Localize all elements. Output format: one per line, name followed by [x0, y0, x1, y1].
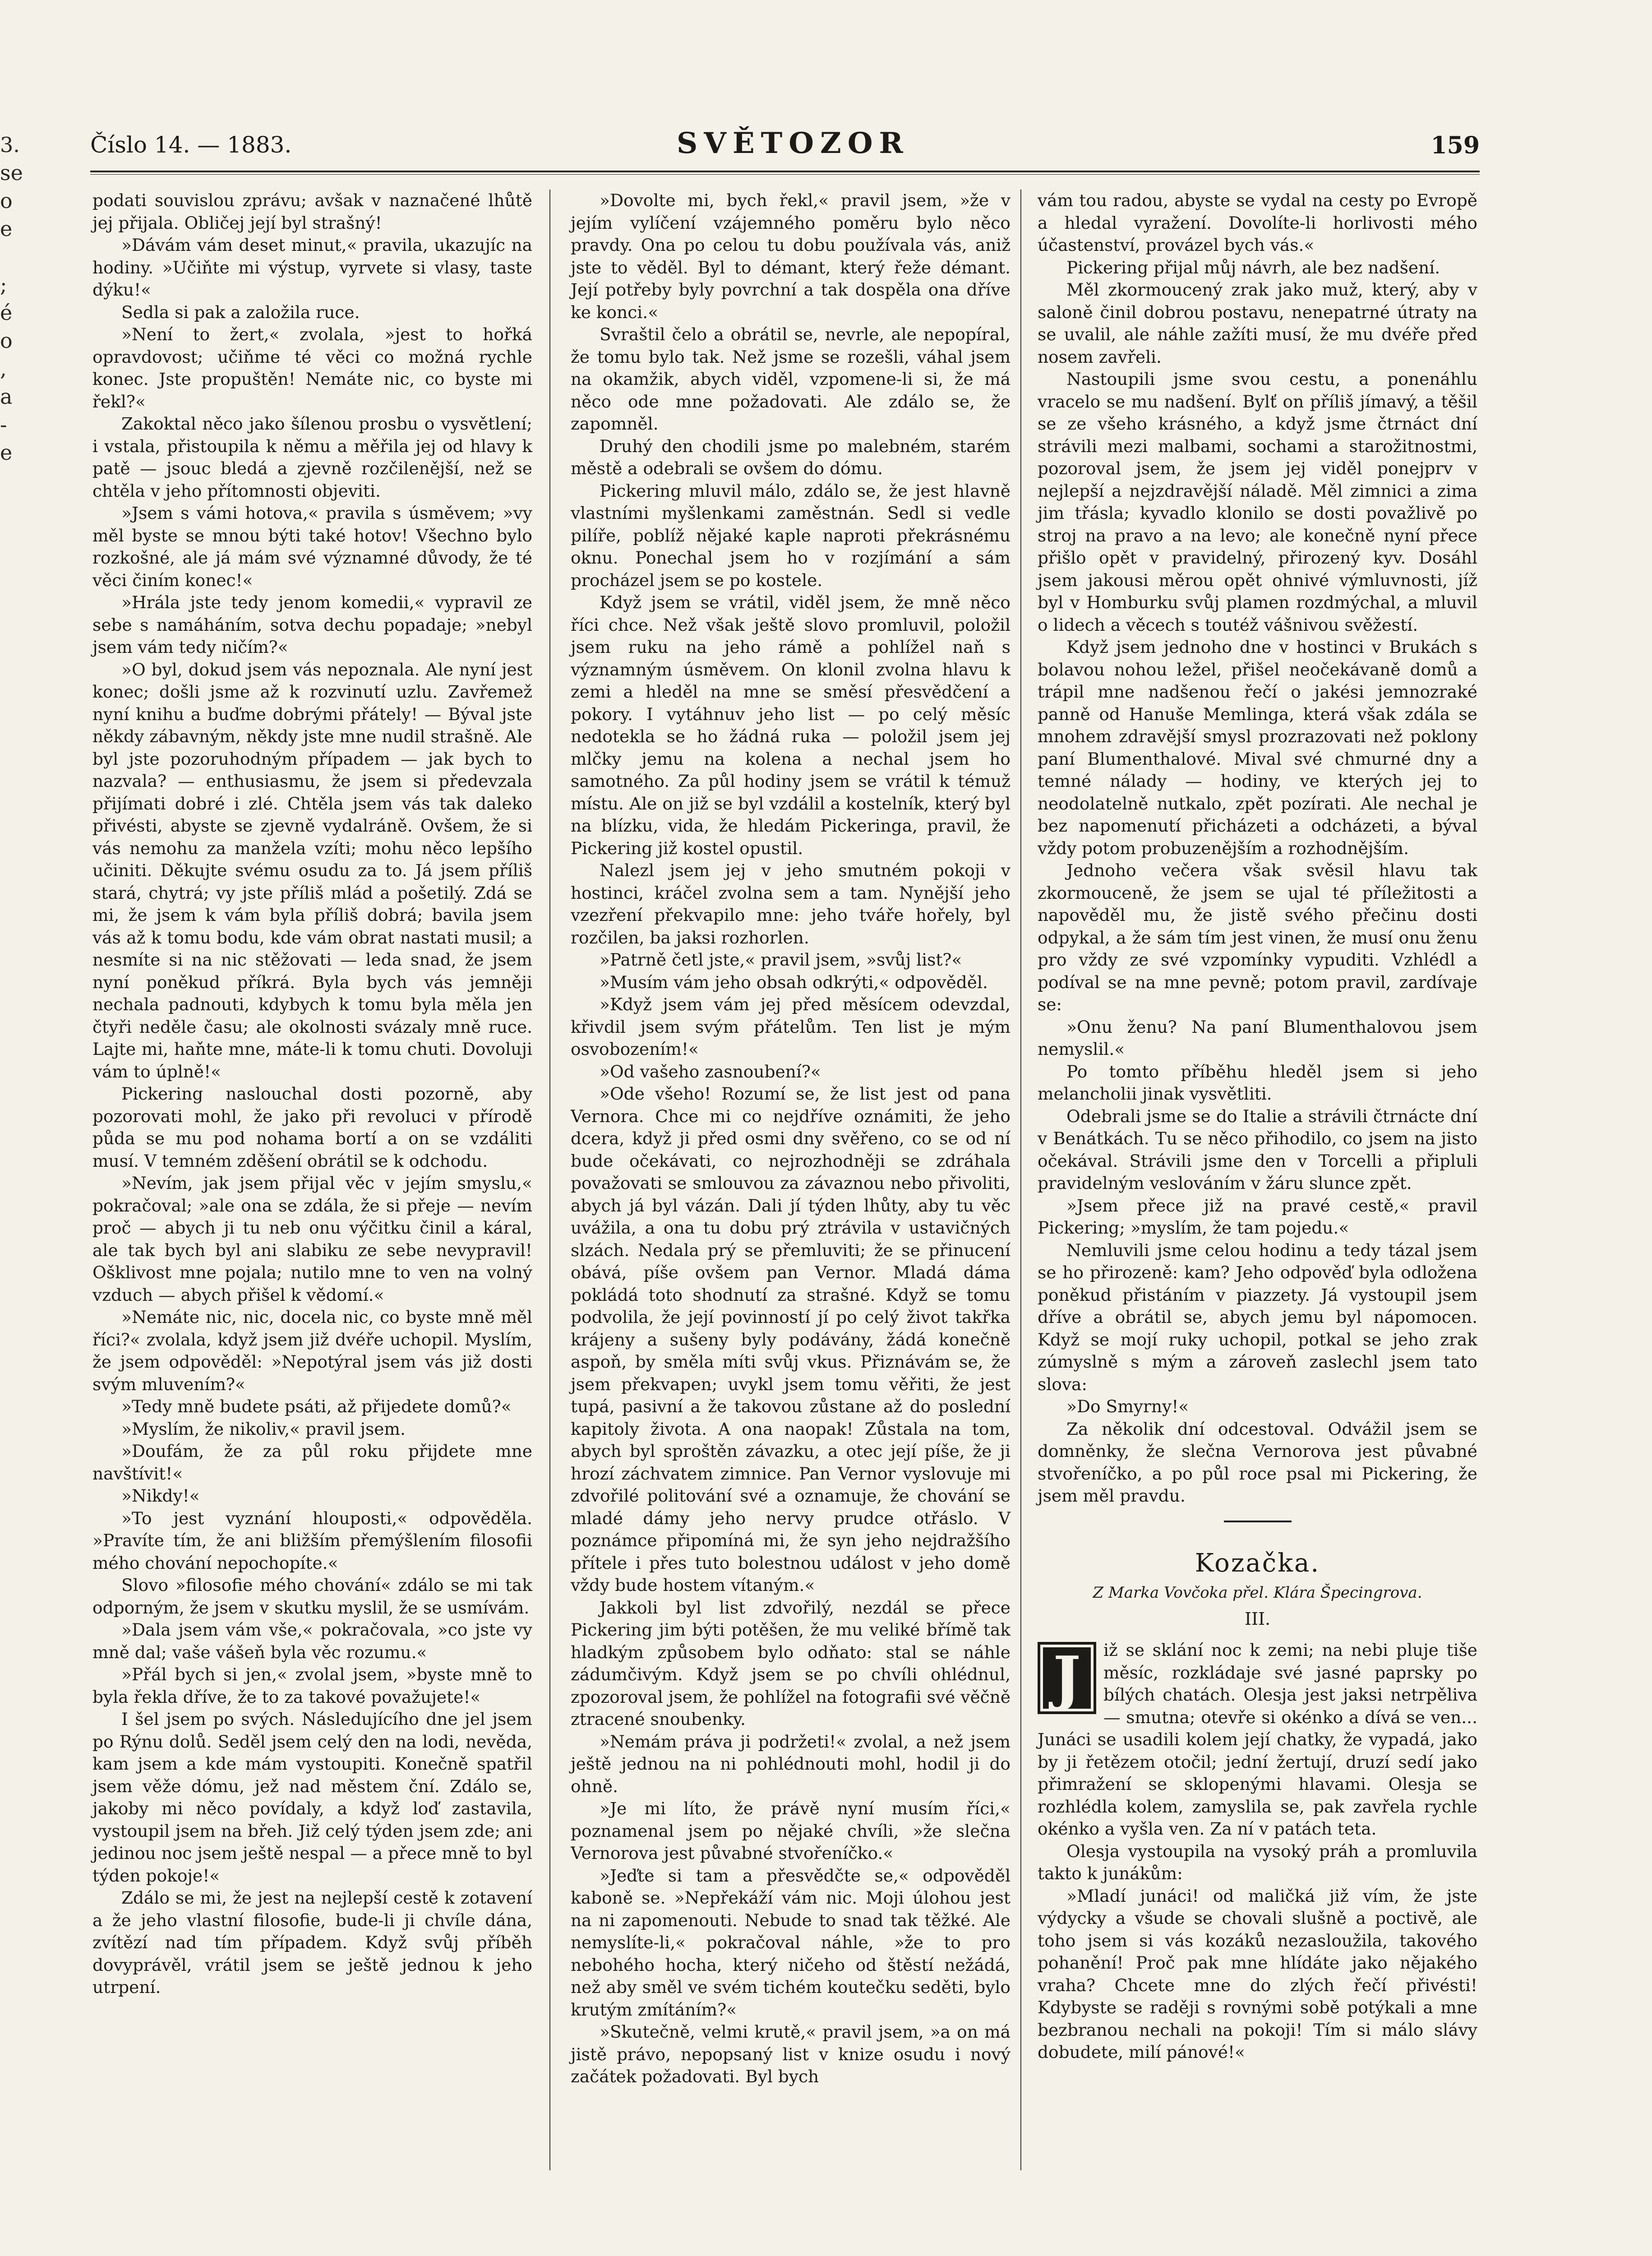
paragraph: I šel jsem po svých. Následujícího dne jel jsem po Rýnu dolů. Seděl jsem celý den na lodi, nevěda, kam jsem a kde mám vystoupiti. Konečně spatřil jsem věže dómu, jež nad městem ční. Zdálo se, jakoby mi něco povídaly, a když loď zastavila, vystoupil jsem na břeh. Již celý týden jsem zde; ani jedinou noc jsem ještě nespal — a přece mně to byl týden pokoje!« — [92, 1709, 532, 1886]
margin-fragment: ; — [0, 273, 7, 297]
story-body — [1038, 1639, 1477, 2064]
story-byline: Z Marka Vovčoka přel. Klára Špecingrova. — [1093, 1584, 1422, 1602]
section-end-dash — [1038, 1509, 1477, 1532]
margin-fragment: e — [0, 217, 13, 241]
paragraph: »Nemáte nic, nic, docela nic, co byste mně měl říci?« zvolala, když jsem již dvéře uchopil. Myslím, že jsem odpověděl: »Nepotýral jsem vás již dosti svým mluvením?« — [92, 1307, 532, 1394]
paragraph: Svraštil čelo a obrátil se, nevrle, ale nepopíral, že tomu bylo tak. Než jsme se rozešli, váhal jsem na okamžik, abych viděl, vzpomene-li si, že má něco ode mne požadovati. Ale zdálo se, že zapomněl. — [571, 324, 1011, 434]
margin-fragment: o — [0, 328, 13, 353]
paragraph: »Mladí junáci! od maličká již vím, že jste výdycky a všude se chovali slušně a poctivě, ale toho jsem si vás kozáků nezasloužila, takového pohanění! Proč pak mne hlídáte jako nějakého vraha? Chcete mne do zlých řečí přivésti! Kdybyste se raději s rovnými sobě potýkali a mne bezbranou nechali na pokoji! Tím si málo slávy dobudete, milí pánové!« — [1038, 1886, 1477, 2062]
story-continuation — [1038, 190, 1477, 1507]
paragraph: Zakoktal něco jako šílenou prosbu o vysvětlení; i vstala, přistoupila k němu a měřila jej od hlavy k patě — jsouc bledá a zjevně rozčilenější, než se chtěla v jeho přítomnosti objeviti. — [92, 414, 532, 501]
paragraph: »Nemám práva ji podržeti!« zvolal, a než jsem ještě jednou na ni pohlédnouti mohl, hodil ji do ohně. — [571, 1731, 1011, 1796]
margin-fragment: o — [0, 189, 13, 213]
paragraph: Měl zkormoucený zrak jako muž, který, aby v saloně činil dobrou postavu, nenepatrné útraty na se uvalil, ale náhle zažíti musí, že mu dvéře před nosem zavřeli. — [1038, 280, 1477, 367]
paragraph: »Jsem přece již na pravé cestě,« pravil Pickering; »myslím, že tam pojedu.« — [1038, 1195, 1477, 1238]
paragraph: Za několik dní odcestoval. Odvážil jsem se domněnky, že slečna Vernorova jest půvabné stvořeníčko, a po půl roce psal mi Pickering, že jsem měl pravdu. — [1038, 1419, 1477, 1506]
text-column-right — [1038, 190, 1477, 2064]
paragraph: »Skutečně, velmi krutě,« pravil jsem, »a on má jistě právo, nepopsaný list v knize osudu i nový začátek požadovati. Byl bych — [571, 2022, 1011, 2086]
paragraph: Olesja vystoupila na vysoký práh a promluvila takto k junákům: — [1038, 1841, 1477, 1883]
paragraph: »Není to žert,« zvolala, »jest to hořká opravdovost; učiňme té věci co možná rychle konec. Jste propuštěn! Nemáte nic, co byste mi řekl?« — [92, 324, 532, 411]
paragraph: Druhý den chodili jsme po malebném, starém městě a odebrali se ovšem do dómu. — [571, 436, 1011, 478]
page-header — [90, 126, 1480, 167]
paragraph: »Jsem s vámi hotova,« pravila s úsměvem; »vy měl byste se mnou býti také hotov! Všechno bylo rozkošné, ale já mám své významné důvody, že té věci činím konec!« — [92, 503, 532, 590]
text-column-left — [92, 190, 532, 1999]
header-rule-thin — [90, 174, 1480, 175]
paragraph: iž se sklání noc k zemi; na nebi pluje tiše měsíc, rozkládaje své jasné paprsky po bílých chatách. Olesja jest jaksi netrpěliva — smutna; otevře si okénko a dívá se ven... Junáci se usadili kolem její chatky, že vypadá, jako by ji řetězem otočil; jední žertují, druzí sedí jako přimražení se sklopenými hlavami. Olesja se rozhlédla kolem, zamyslila se, pak zavřela rychle okénko a vyšla ven. Za ní v patách teta. — [1038, 1640, 1477, 1839]
paragraph: Sedla si pak a založila ruce. — [121, 302, 360, 322]
paragraph: »Do Smyrny!« — [1066, 1396, 1189, 1416]
paragraph: Slovo »filosofie mého chování« zdálo se mi tak odporným, že jsem v skutku myslil, že se usmívám. — [92, 1575, 532, 1618]
paragraph: »Myslím, že nikoliv,« pravil jsem. — [121, 1419, 406, 1439]
paragraph: »Hrála jste tedy jenom komedii,« vypravil ze sebe s namáháním, sotva dechu popadaje; »nebyl jsem vám tedy ničím?« — [92, 592, 532, 657]
paragraph: Pickering přijal můj návrh, ale bez nadšení. — [1066, 257, 1440, 277]
adjacent-page-fragments — [0, 131, 36, 474]
paragraph: »Jeďte si tam a přesvědčte se,« odpověděl kaboně se. »Nepřekáží vám nic. Moji úlohou jest na ni zapomenouti. Nebude to snad tak těžké. Ale nemyslíte-li,« pokračoval náhle, »že to pro nebohého hocha, který ničeho od štěstí nežádá, než aby směl ve svém tichém koutečku seděti, bylo krutým zmítáním?« — [571, 1865, 1011, 2020]
margin-fragment: a — [0, 384, 13, 409]
text-column-middle — [571, 190, 1011, 2088]
paragraph: »Onu ženu? Na paní Blumenthalovou jsem nemyslil.« — [1038, 1017, 1477, 1059]
paragraph: »Je mi líto, že právě nyní musím říci,« poznamenal jsem po nějaké chvíli, »že slečna Vernorova jest půvabné stvořeníčko.« — [571, 1798, 1011, 1863]
paragraph: vám tou radou, abyste se vydal na cesty po Evropě a hledal vyražení. Dovolíte-li horlivosti mého účastenství, provázel bych vás.« — [1038, 190, 1477, 255]
margin-fragment: se — [0, 161, 23, 185]
header-rule — [90, 171, 1480, 172]
paragraph: Po tomto příběhu hleděl jsem si jeho melancholii jinak vysvětliti. — [1038, 1061, 1477, 1104]
paragraph: Pickering mluvil málo, zdálo se, že jest hlavně vlastními myšlenkami zaměstnán. Sedl si vedle pilíře, poblíž nějaké kaple naproti překrásnému oknu. Ponechal jsem ho v rozjímání a sám procházel jsem se po kostele. — [571, 481, 1011, 590]
paragraph: Pickering naslouchal dosti pozorně, aby pozorovati mohl, že jako při revoluci v přírodě půda se mu pod nohama bortí a on se vzdáliti musí. V temném zděšení obrátil se k odchodu. — [92, 1084, 532, 1171]
paragraph: Odebrali jsme se do Italie a strávili čtrnácte dní v Benátkách. Tu se něco přihodilo, co jsem na jisto očekával. Strávili jsme den v Torcelli a připluli pravidelným veslováním v žáru slunce zpět. — [1038, 1106, 1477, 1193]
paragraph: »Musím vám jeho obsah odkrýti,« odpověděl. — [600, 972, 988, 992]
magazine-title: SVĚTOZOR — [677, 126, 909, 160]
paragraph: Nalezl jsem jej v jeho smutném pokoji v hostinci, kráčel zvolna sem a tam. Nynější jeho vzezření překvapilo mne: jeho tváře hořely, byl rozčilen, ba jaksi rozhorlen. — [571, 860, 1011, 948]
paragraph: Nastoupili jsme svou cestu, a ponenáhlu vracelo se mu nadšení. Bylť on příliš jímavý, a těšil se ze všeho krásného, a když jsme čtrnáct dní strávili mezi malbami, sochami a starožitnostmi, pozoroval jsem, že jsem jej viděl ponejprv v nejlepší a nejzdravější náladě. Měl zimnici a zima jim třásla; kyvadlo klonilo se dosti považlivě po stroj na pravo a na levo; ale konečně nyní přece přišlo opět v pravidelný, přirozený kyv. Dosáhl jsem jakousi měrou opět ohnivé výmluvnosti, jíž byl v Homburku svůj plamen rozdmýchal, a mluvil o lidech a věcech s toutéž vášnivou svěžestí. — [1038, 369, 1477, 635]
page-number: 159 — [1431, 132, 1480, 159]
margin-fragment: - — [0, 412, 7, 437]
margin-fragment: é — [0, 300, 13, 325]
paragraph: Nemluvili jsme celou hodinu a tedy tázal jsem se ho přirozeně: kam? Jeho odpověď byla odložena poněkud přistáním v piazzety. Já vystoupil jsem dříve a obrátil se, abych jemu byl nápomocen. Když se mojí ruky uchopil, potkal se jeho zrak zúmyslně s mým a zároveň zaslechl jsem tato slova: — [1038, 1240, 1477, 1394]
paragraph: Když jsem jednoho dne v hostinci v Brukách s bolavou nohou ležel, přišel neočekávaně domů a trápil mne nadšenou řečí o jakési jemnozraké panně od Hanuše Memlinga, která však zdála se mnohem zdravější smysl prozrazovati než poklony paní Blumenthalové. Mival své chmurné dny a temné nálady — hodiny, ve kterých jej to neodolatelně nutkalo, zpět pozírati. Ale nechal je bez napomenutí přicházeti a odcházeti, a býval vždy potom probuzenějším a rozhodnějším. — [1038, 637, 1477, 858]
paragraph: »Dovolte mi, bych řekl,« pravil jsem, »že v jejím vylíčení vzájemného poměru bylo něco pravdy. Ona po celou tu dobu používala vás, aniž jste to věděl. Byl to démant, který řeže démant. Její potřeby byly povrchní a tak dospěla ona dříve ke konci.« — [571, 190, 1011, 322]
paragraph: »Nikdy!« — [121, 1486, 200, 1506]
paragraph: »Přál bych si jen,« zvolal jsem, »byste mně to byla řekla dříve, že to za takové považujete!« — [92, 1664, 532, 1707]
paragraph: »Patrně četl jste,« pravil jsem, »svůj list?« — [600, 950, 962, 970]
paragraph: »Ode všeho! Rozumí se, že list jest od pana Vernora. Chce mi co nejdříve oznámiti, že jeho dcera, když ji před osmi dny svěřeno, co se od ní bude očekávati, co nejrozhodněji se zdráhala považovati se smlouvou za závaznou nebo přivoliti, abych já byl vázán. Dali jí týden lhůty, aby tu věc uvážila, a ona tu dobu prý ztrávila v ustavičných slzách. Nedala prý se přemluviti; že se přinucení obává, píše ovšem pan Vernor. Mladá dáma pokládá toto shodnutí za strašné. Když se tomu podvolila, že její povinností jí po celý život takřka krájeny a sušeny byly podávány, žádá konečně aspoň, by směla míti svůj vkus. Přiznávám se, že jsem překvapen; uvykl jsem tomu věřiti, že jest tupá, pasivní a že takovou zůstane až do poslední kapitoly života. A ona naopak! Zůstala na tom, abych byl sproštěn závazku, a otec její píše, že ji hrozí záchvatem zimnice. Pan Vernor vyslovuje mi zdvořilé politování své a oznamuje, že chování se mladé dámy jeho nervy prudce otřáslo. V poznámce připomíná mi, že syn jeho nejdražšího přítele i přes tuto bolestnou událost v jeho domě vždy bude hostem vítaným.« — [571, 1084, 1011, 1595]
paragraph: »Tedy mně budete psáti, až přijedete domů?« — [121, 1396, 512, 1416]
chapter-number: III. — [1244, 1609, 1271, 1629]
margin-fragment: 3. — [0, 133, 20, 157]
margin-fragment — [0, 243, 36, 271]
story-title: Kozačka. — [1195, 1549, 1320, 1578]
paragraph: »O byl, dokud jsem vás nepoznala. Ale nyní jest konec; došli jsme až k rozvinutí uzlu. Zavřemež nyní knihu a buďme dobrými přátely! — Býval jste někdy zábavným, někdy jste mne nudil strašně. Ale byl jste pozoruhodným případem — jak bych to nazvala? — enthusiasmu, že jsem si předevzala přijímati dobré i zlé. Chtěla jsem vás tak daleko přivésti, abyste se zjevně vydalráně. Ovšem, že si vás nemohu za manžela vzíti; mohu něco lepšího učiniti. Děkujte svému osudu za to. Já jsem příliš stará, chytrá; vy jste příliš mlád a pošetilý. Zdá se mi, že jsem k vám byla příliš dobrá; bavila jsem vás až k tomu bodu, kde vám obrat nastati musil; a nesmíte si na nic stěžovati — leda snad, že jsem nyní poněkud příkrá. Byla bych vás jemněji nechala padnouti, kdybych k tomu byla měla jen čtyři neděle času; ale okolnosti svázaly mně ruce. Lajte mi, haňte mne, máte-li k tomu chuti. Dovoluji vám to úplně!« — [92, 659, 532, 1082]
paragraph: Když jsem se vrátil, viděl jsem, že mně něco říci chce. Než však ještě slovo promluvil, položil jsem ruku na jeho rámě a pohlížel naň s významným úsměvem. On klonil zvolna hlavu k zemi a hleděl na mne se směsí přesvědčení a pokory. I vytáhnuv jeho list — po celý měsíc nedotekla se ho žádná ruka — položil jsem jej mlčky jemu na kolena a nechal jsem ho samotného. Za půl hodiny jsem se vrátil k témuž místu. Ale on již se byl vzdálil a kostelník, který byl na blízku, vida, že hledám Pickeringa, pravil, že Pickering již kostel opustil. — [571, 592, 1011, 858]
margin-fragment: , — [0, 356, 7, 381]
paragraph: »Od vašeho zasnoubení?« — [600, 1061, 821, 1082]
paragraph: »Dala jsem vám vše,« pokračovala, »co jste vy mně dal; vaše vášeň byla věc rozumu.« — [92, 1620, 532, 1662]
paragraph: Jakkoli byl list zdvořilý, nezdál se přece Pickering jim býti potěšen, že mu veliké břímě tak hladkým způsobem bylo odňato: stal se náhle zádumčivým. Když jsem se po chvíli ohlédnul, zpozoroval jsem, že pohlížel na fotografii své věčně ztracené snoubenky. — [571, 1597, 1011, 1729]
paragraph: »Když jsem vám jej před měsícem odevzdal, křivdil jsem svým přátelům. Ten list je mým osvobozením!« — [571, 994, 1011, 1059]
paragraph: »Nevím, jak jsem přijal věc v jejím smyslu,« pokračoval; »ale ona se zdála, že si přeje — nevím proč — abych ji tu neb onu výčitku činil a káral, ale tak bych byl ani slabiku ze sebe nevypravil! Ošklivost mne pojala; nutilo mne to ven na volný vzduch — abych přišel k vědomí.« — [92, 1173, 532, 1305]
drop-cap-initial: J — [1038, 1642, 1096, 1714]
paragraph: Jednoho večera však svěsil hlavu tak zkormouceně, že jsem se ujal té příležitosti a napověděl mu, že jistě svého přečinu dosti odpykal, a že sám tím jest vinen, že musí onu ženu pro vždy ze své vzpomínky vypuditi. Vzhlédl a podíval se na mne pevně; potom pravil, zardívaje se: — [1038, 860, 1477, 1014]
paragraph: Zdálo se mi, že jest na nejlepší cestě k zotavení a že jeho vlastní filosofie, bude-li ji chvíle dána, zvítězí nad tím případem. Když svůj příběh dovyprávěl, vrátil jsem se ještě jednou k jeho utrpení. — [92, 1888, 532, 1997]
paragraph: »Doufám, že za půl roku přijdete mne navštívit!« — [92, 1441, 532, 1484]
paragraph: »Dávám vám deset minut,« pravila, ukazujíc na hodiny. »Učiňte mi výstup, vyrvete si vlasy, taste dýku!« — [92, 235, 532, 300]
issue-label: Číslo 14. — 1883. — [90, 132, 292, 158]
column-divider — [549, 190, 550, 2170]
margin-fragment: e — [0, 440, 13, 465]
paragraph: »To jest vyznání hlouposti,« odpověděla. »Pravíte tím, že ani bližším přemýšlením filosofii mého chování nepochopíte.« — [92, 1508, 532, 1573]
column-divider — [1020, 190, 1021, 2170]
paragraph: podati souvislou zprávu; avšak v naznačené lhůtě jej přijala. Obličej její byl strašný! — [92, 190, 532, 233]
